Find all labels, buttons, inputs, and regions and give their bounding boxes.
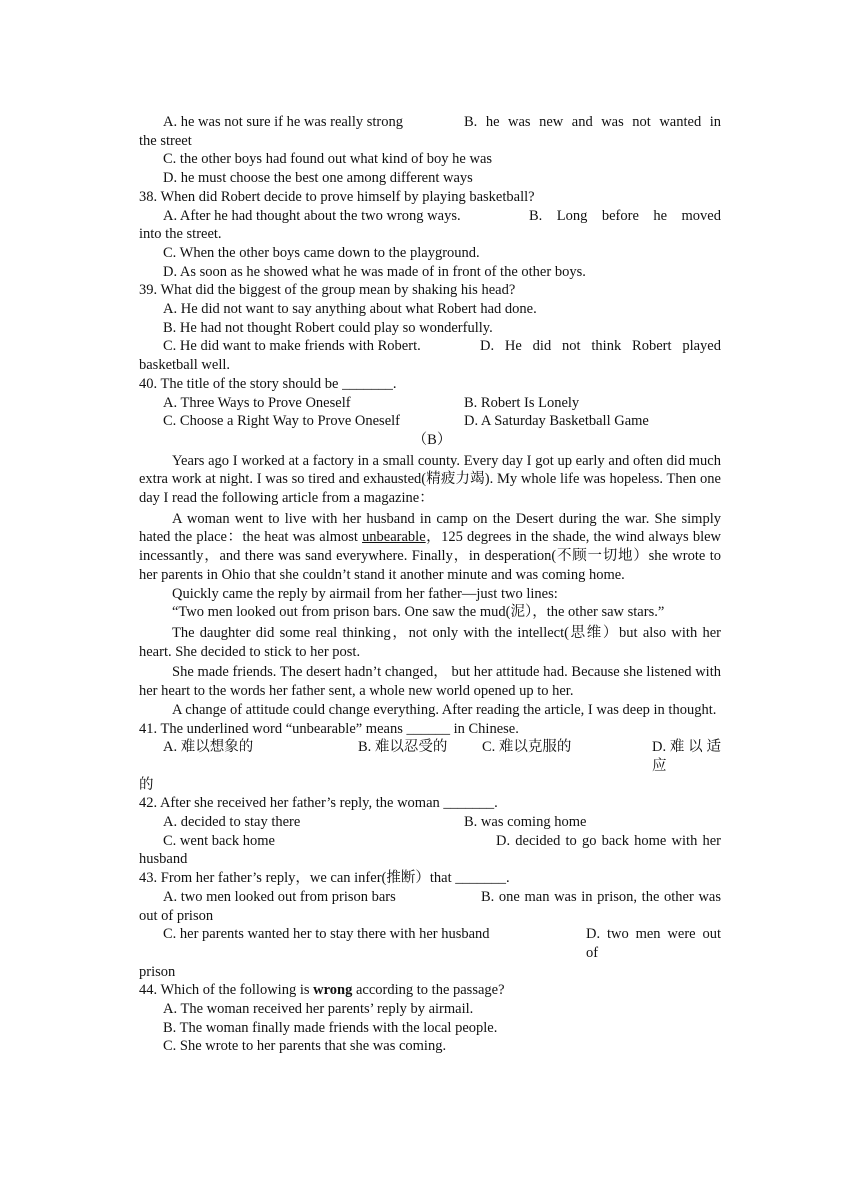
q41-option-b: B. 难以忍受的 bbox=[358, 739, 448, 756]
q39-row-cd bbox=[139, 337, 721, 356]
q37-row-ab bbox=[139, 113, 721, 132]
q41-option-d-line2: 的 bbox=[139, 776, 154, 793]
q42-option-c: C. went back home bbox=[163, 832, 275, 849]
q38-option-d: D. As soon as he showed what he was made of in front of the other boys. bbox=[163, 263, 586, 280]
passage-paragraph-1: Years ago I worked at a factory in a small county. Every day I got up early and often did much extra work at night. I was so tired and exhausted(精疲力竭). My whole life was hopeless. Then one day I read the following article from a magazine： bbox=[139, 452, 721, 507]
q40-row-cd bbox=[139, 412, 721, 431]
q40-option-b: B. Robert Is Lonely bbox=[464, 394, 580, 411]
q42-option-b: B. was coming home bbox=[464, 814, 587, 831]
q37-option-d: D. he must choose the best one among different ways bbox=[163, 170, 473, 187]
passage-paragraph-2: A woman went to live with her husband in camp on the Desert during the war. She simply hated the place：the heat was almost unbearable，125 degrees in the shade, the wind always blew incessantly，and there was sand everywhere. Finally，in desperation(不顾一切地）she wrote to her parents in Ohio that she couldn’t stand it another minute and was coming home. bbox=[139, 510, 721, 583]
passage-paragraph-3: Quickly came the reply by airmail from her father—just two lines: bbox=[172, 585, 558, 602]
q43-option-b-line2: out of prison bbox=[139, 907, 214, 924]
q42-option-d-line1: D. decided to go back home with her bbox=[496, 832, 721, 849]
q40-option-d: D. A Saturday Basketball Game bbox=[464, 413, 649, 430]
q38-option-a: A. After he had thought about the two wrong ways. bbox=[163, 207, 461, 224]
q42-option-a: A. decided to stay there bbox=[163, 814, 301, 831]
q40-row-ab bbox=[139, 394, 721, 413]
underlined-word-unbearable: unbearable bbox=[362, 529, 426, 546]
q39-option-b: B. He had not thought Robert could play so wonderfully. bbox=[163, 319, 493, 336]
q39-option-a: A. He did not want to say anything about what Robert had done. bbox=[163, 301, 537, 318]
q41-option-d-line1: D. 难 以 适 应 bbox=[652, 739, 721, 774]
q37-option-a: A. he was not sure if he was really strong bbox=[163, 114, 403, 130]
q43-option-d-line2: prison bbox=[139, 963, 176, 980]
q41-row-options bbox=[139, 738, 721, 775]
q43-option-b-line1: B. one man was in prison, the other was bbox=[481, 888, 721, 905]
section-b-heading: （B） bbox=[412, 431, 452, 448]
q37-option-b-line2: the street bbox=[139, 132, 192, 149]
q43-question: 43. From her father’s reply，we can infer(推断）that _______. bbox=[139, 870, 510, 887]
q38-row-ab bbox=[139, 207, 721, 226]
q44-option-b: B. The woman finally made friends with the local people. bbox=[163, 1019, 498, 1036]
q41-option-a: A. 难以想象的 bbox=[163, 739, 254, 756]
q43-row-cd bbox=[139, 925, 721, 962]
q40-question: 40. The title of the story should be _______. bbox=[139, 375, 397, 392]
passage-paragraph-4: “Two men looked out from prison bars. One saw the mud(泥），the other saw stars.” bbox=[172, 604, 665, 621]
passage-paragraph-7: A change of attitude could change everything. After reading the article, I was deep in thought. bbox=[172, 701, 717, 718]
q40-option-c: C. Choose a Right Way to Prove Oneself bbox=[163, 413, 400, 430]
q40-option-a: A. Three Ways to Prove Oneself bbox=[163, 394, 351, 411]
q39-option-d-line1: D. He did not think Robert played bbox=[480, 338, 721, 355]
q37-option-b-line1: B. he was new and was not wanted in bbox=[464, 114, 721, 130]
q44-question: 44. Which of the following is wrong according to the passage? bbox=[139, 982, 505, 999]
q38-question: 38. When did Robert decide to prove himself by playing basketball? bbox=[139, 188, 535, 205]
q43-option-c: C. her parents wanted her to stay there with her husband bbox=[163, 926, 490, 943]
q38-option-b-line1: B. Long before he moved bbox=[529, 207, 721, 224]
q43-option-d-line1: D. two men were out of bbox=[586, 926, 721, 961]
q42-row-cd bbox=[139, 832, 721, 851]
q42-row-ab bbox=[139, 813, 721, 832]
q41-question: 41. The underlined word “unbearable” means ______ in Chinese. bbox=[139, 720, 519, 737]
q44-option-c: C. She wrote to her parents that she was coming. bbox=[163, 1038, 447, 1055]
q39-option-d-line2: basketball well. bbox=[139, 357, 231, 374]
q42-option-d-line2: husband bbox=[139, 851, 188, 868]
q37-option-c: C. the other boys had found out what kind of boy he was bbox=[163, 151, 493, 168]
q38-option-c: C. When the other boys came down to the playground. bbox=[163, 244, 480, 261]
q39-question: 39. What did the biggest of the group mean by shaking his head? bbox=[139, 282, 516, 299]
q38-option-b-line2: into the street. bbox=[139, 226, 222, 243]
passage-paragraph-5: The daughter did some real thinking，not only with the intellect(思维）but also with her heart. She decided to stick to her post. bbox=[139, 624, 721, 660]
q41-option-c: C. 难以克服的 bbox=[482, 739, 572, 756]
q39-option-c: C. He did want to make friends with Robert. bbox=[163, 338, 421, 355]
q44-option-a: A. The woman received her parents’ reply by airmail. bbox=[163, 1001, 474, 1018]
q42-question: 42. After she received her father’s reply, the woman _______. bbox=[139, 795, 498, 812]
passage-paragraph-6: She made friends. The desert hadn’t changed， but her attitude had. Because she listened with her heart to the words her father sent, a whole new world opened up to her. bbox=[139, 664, 721, 700]
q43-row-ab bbox=[139, 888, 721, 907]
exam-page bbox=[139, 113, 721, 1056]
emphasis-wrong: wrong bbox=[313, 982, 353, 999]
q43-option-a: A. two men looked out from prison bars bbox=[163, 888, 396, 905]
